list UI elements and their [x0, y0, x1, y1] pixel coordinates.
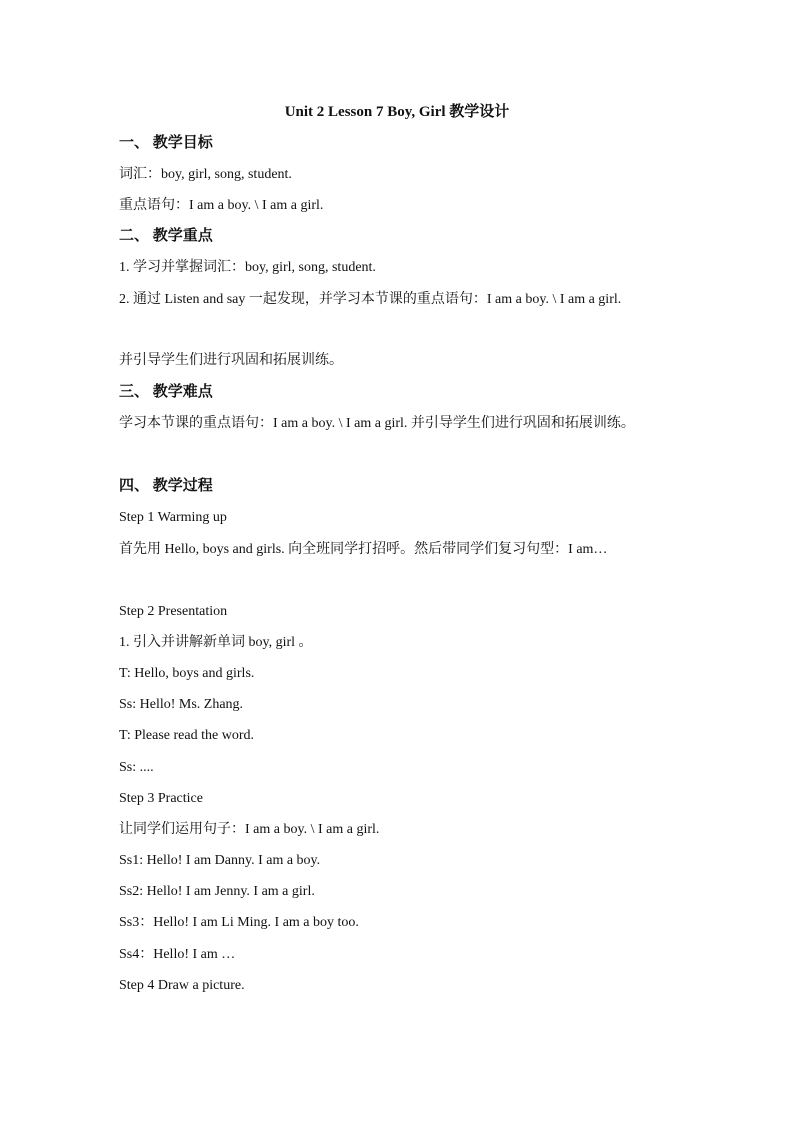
section-heading-difficulties: 三、 教学难点 — [119, 384, 213, 400]
paragraph: 让同学们运用句子：I am a boy. \ I am a girl. — [119, 822, 380, 837]
paragraph: 2. 通过 Listen and say 一起发现，并学习本节课的重点语句：I am a boy. \ I am a girl. — [119, 292, 622, 307]
paragraph: 重点语句：I am a boy. \ I am a girl. — [119, 198, 324, 213]
paragraph: 词汇：boy, girl, song, student. — [119, 167, 292, 182]
document-title: Unit 2 Lesson 7 Boy, Girl 教学设计 — [284, 104, 510, 120]
section-heading-key-points: 二、 教学重点 — [119, 228, 213, 244]
paragraph: 1. 学习并掌握词汇：boy, girl, song, student. — [119, 260, 376, 275]
paragraph: Ss1: Hello! I am Danny. I am a boy. — [119, 853, 321, 868]
paragraph: 学习本节课的重点语句：I am a boy. \ I am a girl. 并引导学生们进行巩固和拓展训练。 — [119, 416, 635, 431]
paragraph: Ss4：Hello! I am … — [119, 947, 236, 962]
paragraph: Ss3：Hello! I am Li Ming. I am a boy too. — [119, 915, 359, 930]
paragraph: Step 2 Presentation — [119, 604, 228, 619]
paragraph: Step 4 Draw a picture. — [119, 978, 245, 993]
paragraph: 首先用 Hello, boys and girls. 向全班同学打招呼。然后带同学们复习句型：I am… — [119, 542, 608, 557]
section-heading-process: 四、 教学过程 — [119, 478, 213, 494]
paragraph: T: Please read the word. — [119, 728, 254, 743]
paragraph: Ss: .... — [119, 760, 154, 775]
paragraph: Step 1 Warming up — [119, 510, 227, 525]
paragraph: 并引导学生们进行巩固和拓展训练。 — [119, 353, 343, 368]
paragraph: T: Hello, boys and girls. — [119, 666, 255, 681]
section-heading-objectives: 一、 教学目标 — [119, 135, 213, 151]
paragraph: Ss2: Hello! I am Jenny. I am a girl. — [119, 884, 315, 899]
paragraph: Step 3 Practice — [119, 791, 203, 806]
paragraph: Ss: Hello! Ms. Zhang. — [119, 697, 244, 712]
paragraph: 1. 引入并讲解新单词 boy, girl 。 — [119, 635, 313, 650]
